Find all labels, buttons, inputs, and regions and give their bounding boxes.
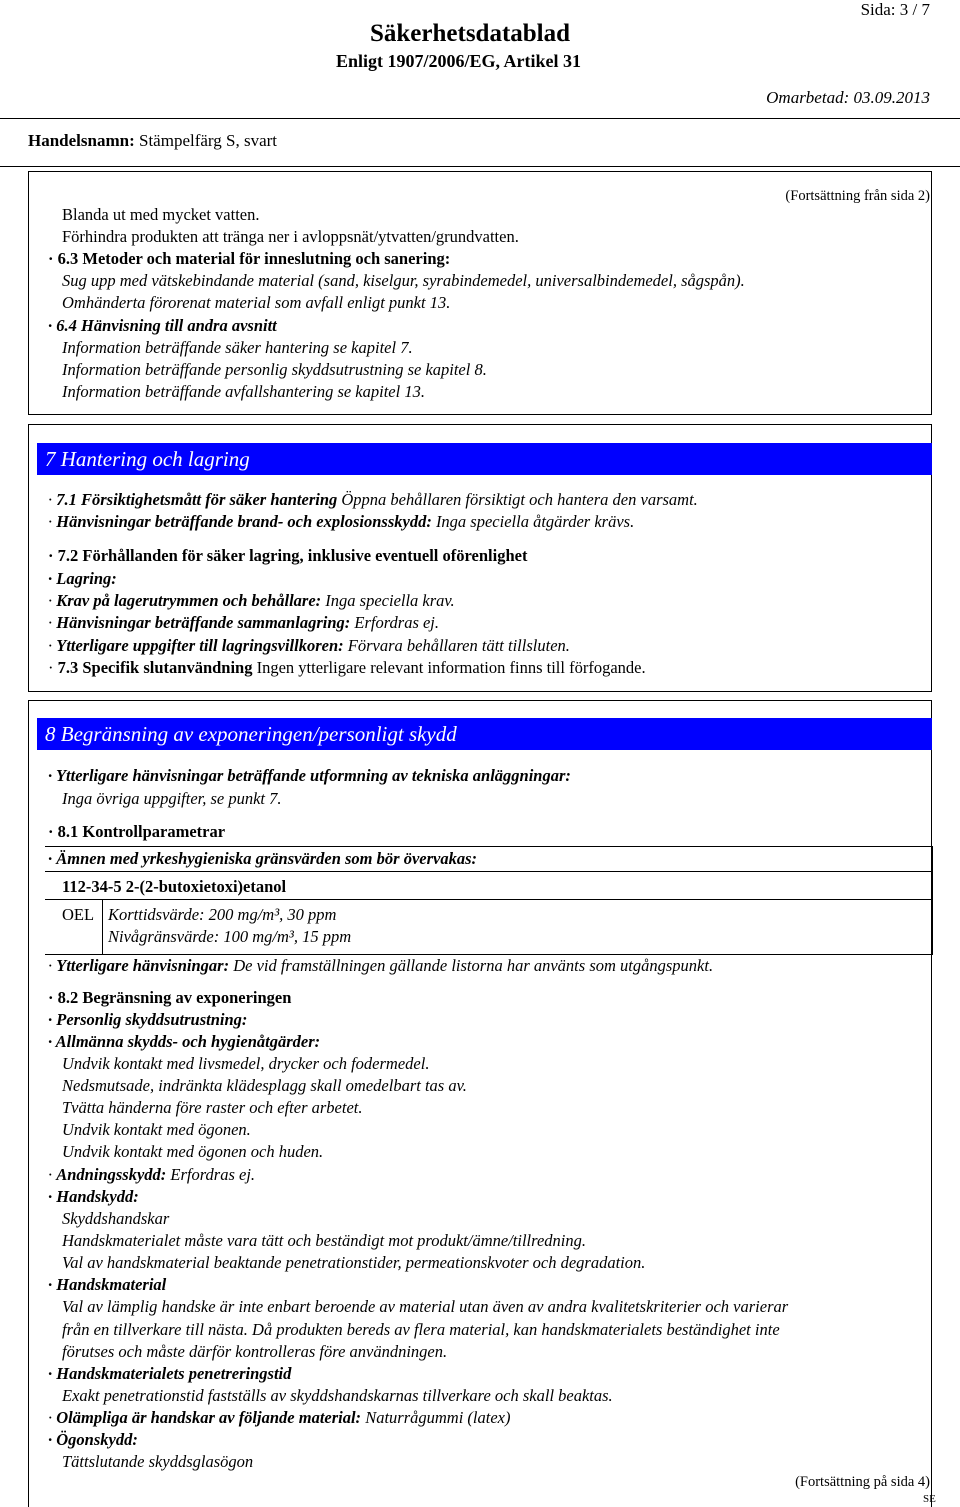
s8-tech-heading: · Ytterligare hänvisningar beträffande utformning av tekniska anläggningar: (48, 766, 571, 785)
s8-mat-2: från en tillverkare till nästa. Då produkten bereds av flera material, kan handskmaterialets beständighet inte (62, 1320, 780, 1339)
s6-line-4: Omhänderta förorenat material som avfall enligt punkt 13. (62, 293, 451, 312)
table-substance: 112-34-5 2-(2-butoxietoxi)etanol (62, 877, 287, 896)
s6-line-7: Information beträffande avfallshantering se kapitel 13. (62, 382, 425, 401)
s8-ppe: · Personlig skyddsutrustning: (48, 1010, 248, 1029)
product-value: Stämpelfärg S, svart (139, 131, 278, 150)
section-8-title: 8 Begränsning av exponeringen/personligt skydd (37, 718, 932, 750)
s8-hand-heading: · Handskydd: (48, 1187, 139, 1206)
s8-unsuit-line: · Olämpliga är handskar av följande material: Naturrågummi (latex) (48, 1408, 511, 1427)
s7-req-line: · Krav på lagerutrymmen och behållare: Inga speciella krav. (48, 591, 455, 610)
s6-line-1: Blanda ut med mycket vatten. (62, 205, 260, 224)
s6-4-heading: · 6.4 Hänvisning till andra avsnitt (48, 316, 277, 335)
s6-line-2: Förhindra produkten att tränga ner i avloppsnät/ytvatten/grundvatten. (62, 227, 519, 246)
s6-line-6: Information beträffande personlig skyddsutrustning se kapitel 8. (62, 360, 487, 379)
s8-mat-3: förutses och måste därför kontrolleras före användningen. (62, 1342, 448, 1361)
s7-storage: · Lagring: (48, 569, 117, 588)
table-rule-2 (45, 899, 932, 900)
table-heading: · Ämnen med yrkeshygieniska gränsvärden som bör övervakas: (48, 849, 477, 868)
header-rule-bottom (0, 166, 960, 167)
s8-hand-1: Skyddshandskar (62, 1209, 170, 1228)
s7-2-heading: · 7.2 Förhållanden för säker lagring, inklusive eventuell oförenlighet (48, 546, 528, 565)
table-border-bottom (45, 954, 932, 955)
s8-2-heading: · 8.2 Begränsning av exponeringen (48, 988, 292, 1007)
s8-hyg-3: Tvätta händerna före raster och efter arbetet. (62, 1098, 363, 1117)
s8-ref-line: · Ytterligare hänvisningar: De vid framställningen gällande listorna har använts som utgångspunkt. (48, 956, 714, 975)
continued-from: (Fortsättning från sida 2) (785, 188, 930, 204)
section-7-title: 7 Hantering och lagring (37, 443, 932, 475)
s7-more-line: · Ytterligare uppgifter till lagringsvillkoren: Förvara behållaren tätt tillsluten. (48, 636, 570, 655)
document-title: Säkerhetsdatablad (370, 20, 571, 47)
country-code: SE (923, 1493, 936, 1505)
s6-3-heading: · 6.3 Metoder och material för inneslutning och sanering: (48, 249, 451, 268)
s8-mat-1: Val av lämplig handske är inte enbart beroende av material utan även av andra kvalitetskriterier och varierar (62, 1297, 789, 1316)
s8-resp-line: · Andningsskydd: Erfordras ej. (48, 1165, 256, 1184)
s7-fire-line: · Hänvisningar beträffande brand- och explosionsskydd: Inga speciella åtgärder krävs. (48, 512, 635, 531)
s8-hand-2: Handskmaterialet måste vara tätt och beständigt mot produkt/ämne/tillredning. (62, 1231, 586, 1250)
table-level: Nivågränsvärde: 100 mg/m³, 15 ppm (108, 927, 352, 946)
product-label: Handelsnamn: (28, 131, 135, 150)
table-type: OEL (62, 905, 95, 924)
s8-1-heading: · 8.1 Kontrollparametrar (48, 822, 226, 841)
s8-pen-heading: · Handskmaterialets penetreringstid (48, 1364, 292, 1383)
continued-on: (Fortsättning på sida 4) (795, 1474, 930, 1490)
s8-tech-value: Inga övriga uppgifter, se punkt 7. (62, 789, 282, 808)
s8-hyg-2: Nedsmutsade, indränkta klädesplagg skall omedelbart tas av. (62, 1076, 467, 1095)
table-border-right (932, 846, 933, 955)
page-number: Sida: 3 / 7 (860, 0, 930, 19)
s7-1-line: · 7.1 Försiktighetsmått för säker hantering Öppna behållaren försiktigt och hantera den varsamt. (48, 490, 698, 509)
s8-pen-value: Exakt penetrationstid fastställs av skyddshandskarnas tillverkare och skall beaktas. (62, 1386, 613, 1405)
s8-hyg-5: Undvik kontakt med ögonen och huden. (62, 1142, 324, 1161)
s6-line-3: Sug upp med vätskebindande material (sand, kiselgur, syrabindemedel, universalbindemedel, sågspån). (62, 271, 745, 290)
s8-hyg-4: Undvik kontakt med ögonen. (62, 1120, 251, 1139)
s8-mat-heading: · Handskmaterial (48, 1275, 167, 1294)
table-short-term: Korttidsvärde: 200 mg/m³, 30 ppm (108, 905, 337, 924)
s7-3-line: · 7.3 Specifik slutanvändning Ingen ytterligare relevant information finns till förfogande. (48, 658, 646, 677)
s6-line-5: Information beträffande säker hantering se kapitel 7. (62, 338, 413, 357)
s8-hand-3: Val av handskmaterial beaktande penetrationstider, permeationskvoter och degradation. (62, 1253, 646, 1272)
s7-joint-line: · Hänvisningar beträffande sammanlagring: Erfordras ej. (48, 613, 440, 632)
table-col-divider (102, 899, 103, 955)
product-name (28, 131, 277, 151)
revision-date: Omarbetad: 03.09.2013 (766, 88, 930, 107)
table-border-top (45, 846, 932, 847)
s8-hyg-1: Undvik kontakt med livsmedel, drycker och fodermedel. (62, 1054, 430, 1073)
s8-eye-value: Tättslutande skyddsglasögon (62, 1452, 254, 1471)
s8-eye-heading: · Ögonskydd: (48, 1430, 138, 1449)
header-rule-top (0, 118, 960, 119)
regulation-subtitle: Enligt 1907/2006/EG, Artikel 31 (336, 51, 582, 71)
table-rule-1 (45, 871, 932, 872)
s8-hyg-heading: · Allmänna skydds- och hygienåtgärder: (48, 1032, 321, 1051)
